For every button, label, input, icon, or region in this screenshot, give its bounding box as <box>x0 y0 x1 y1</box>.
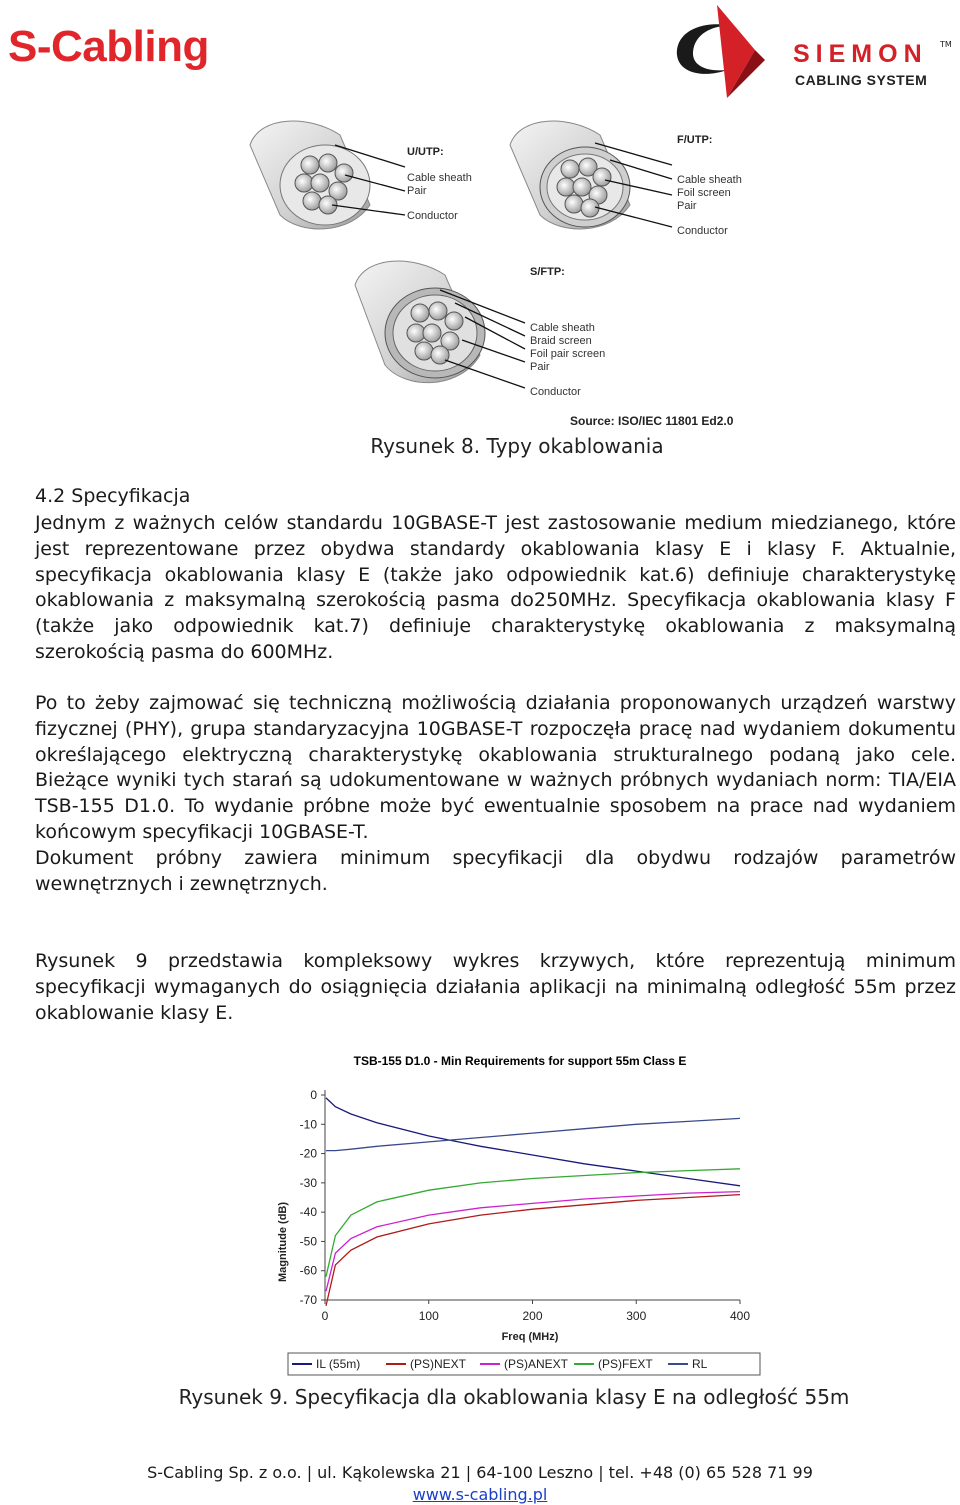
chart-title: TSB-155 D1.0 - Min Requirements for support 55m Class E <box>353 1054 687 1068</box>
y-tick-label: -10 <box>299 1117 317 1132</box>
series-line--ps-fext <box>326 1169 740 1277</box>
y-tick-label: -50 <box>299 1234 317 1249</box>
paragraph-text: Rysunek 9 przedstawia kompleksowy wykres krzywych, które reprezentują minimum specyfikacji wymaganych do osiągnięcia działania aplikacji na minimalną odległość 55m przez okablowanie klasy E. <box>35 950 956 1024</box>
series-line--ps-next <box>326 1195 740 1306</box>
legend-label: IL (55m) <box>316 1357 361 1371</box>
cable-futp <box>510 121 742 237</box>
cable-sftp-label: Conductor <box>530 386 581 398</box>
x-tick-label: 400 <box>729 1309 751 1323</box>
footer-website-link[interactable]: www.s-cabling.pl <box>412 1485 548 1504</box>
cable-uutp <box>250 121 472 229</box>
paragraph-text: Po to żeby zajmować się techniczną możliwością działania proponowanych urządzeń warstwy fizycznej (PHY), grupa standaryzacyjna 10GBASE-T rozpoczęła pracę nad wydaniem dokumentu określającego elektryczną charakterystykę okablowania strukturalnego podaną jako cele. Bieżące wyniki tych starań są udokumentowane w ważnych próbnych wydaniach norm: TIA/EIA TSB-155 D1.0. To wydanie próbne może być ewentualnie sposobem na prace nad wydaniem końcowym specyfikacji 10GBASE-T. <box>35 692 956 843</box>
siemon-subtitle: CABLING SYSTEM <box>795 72 928 88</box>
y-tick-label: -60 <box>299 1263 317 1278</box>
legend-label: (PS)NEXT <box>410 1357 467 1371</box>
cable-sftp-label: Pair <box>530 361 550 373</box>
x-axis-label: Freq (MHz) <box>501 1331 559 1343</box>
series-line-rl <box>326 1118 740 1150</box>
footer-address: S-Cabling Sp. z o.o. | ul. Kąkolewska 21 | 64-100 Leszno | tel. +48 (0) 65 528 71 99 <box>147 1463 813 1482</box>
cable-sftp-label: Braid screen <box>530 335 592 347</box>
cable-sftp-label: Cable sheath <box>530 322 595 334</box>
cable-sftp-label: Foil pair screen <box>530 348 606 360</box>
legend-label: RL <box>692 1357 708 1371</box>
paragraph-2 <box>35 691 956 897</box>
requirements-chart <box>270 1045 770 1380</box>
y-tick-label: -30 <box>299 1175 317 1190</box>
section-title: Specyfikacja <box>71 485 191 507</box>
x-tick-label: 300 <box>626 1309 647 1323</box>
cable-uutp-label: Cable sheath <box>407 172 472 184</box>
siemon-trademark: TM <box>940 40 952 49</box>
cable-sftp <box>355 261 605 398</box>
section-heading <box>35 485 190 507</box>
siemon-logo <box>665 0 955 100</box>
figure-source: Source: ISO/IEC 11801 Ed2.0 <box>570 414 734 428</box>
figure8-caption: Rysunek 8. Typy okablowania <box>370 434 664 458</box>
y-tick-label: -20 <box>299 1146 317 1161</box>
cable-types-figure <box>240 105 770 430</box>
y-tick-label: -40 <box>299 1205 317 1220</box>
paragraph-4 <box>35 949 956 1026</box>
series-line-il-55m- <box>326 1098 740 1186</box>
series-line--ps-anext <box>326 1192 740 1292</box>
cable-uutp-label: Conductor <box>407 210 458 222</box>
y-tick-label: 0 <box>310 1088 317 1102</box>
paragraph-1 <box>35 511 956 666</box>
paragraph-text: Jednym z ważnych celów standardu 10GBASE-T jest zastosowanie medium miedzianego, które jest reprezentowane przez obydwa standardy okablowania klasy E i klasy F. Aktualnie, specyfikacja okablowania klasy E (także jako odpowiednik kat.6) definiuje charakterystykę okablowania z maksymalną szerokością pasma do250MHz. Specyfikacja okablowania klasy F (także jako odpowiednik kat.7) definiuje charakterystykę okablowania z maksymalną szerokością pasma do 600MHz. <box>35 512 956 663</box>
cable-uutp-title: U/UTP: <box>407 146 444 158</box>
x-tick-label: 100 <box>418 1309 439 1323</box>
cable-futp-title: F/UTP: <box>677 134 713 146</box>
section-number: 4.2 <box>35 485 66 507</box>
figure9-caption: Rysunek 9. Specyfikacja dla okablowania klasy E na odległość 55m <box>178 1385 850 1409</box>
y-tick-label: -70 <box>299 1293 317 1307</box>
x-tick-label: 200 <box>522 1309 543 1323</box>
siemon-swoosh-icon <box>665 0 795 100</box>
siemon-wordmark: SIEMON <box>793 40 928 68</box>
cable-sftp-title: S/FTP: <box>530 266 565 278</box>
cable-futp-label: Pair <box>677 200 697 212</box>
legend-label: (PS)ANEXT <box>504 1357 569 1371</box>
legend-label: (PS)FEXT <box>598 1357 653 1371</box>
cable-uutp-label: Pair <box>407 185 427 197</box>
y-axis-label: Magnitude (dB) <box>277 1201 289 1283</box>
cable-futp-label: Foil screen <box>677 187 731 199</box>
x-tick-label: 0 <box>321 1309 329 1323</box>
paragraph-text: Dokument próbny zawiera minimum specyfikacji dla obydwu rodzajów parametrów wewnętrznych i zewnętrznych. <box>35 846 956 895</box>
s-cabling-logo: S-Cabling <box>8 22 209 71</box>
cable-futp-label: Cable sheath <box>677 174 742 186</box>
cable-futp-label: Conductor <box>677 225 728 237</box>
